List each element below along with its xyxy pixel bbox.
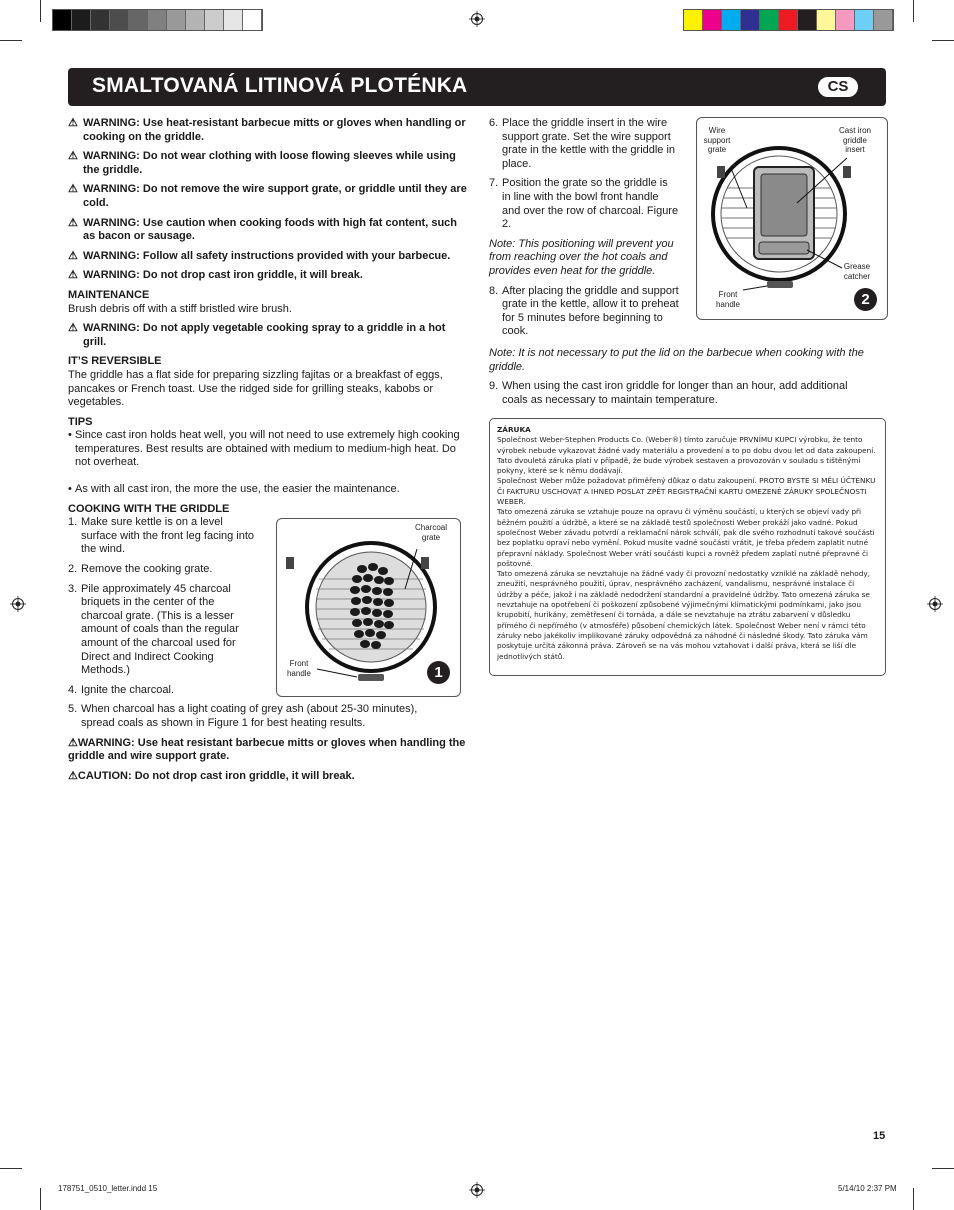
crop-mark <box>932 40 954 41</box>
label-front-handle: Front handle <box>715 290 741 309</box>
figure-2 <box>696 117 888 320</box>
color-swatch <box>722 10 741 30</box>
color-swatch <box>243 10 262 30</box>
warning-triangle-icon: ⚠ <box>68 117 78 129</box>
color-swatch <box>855 10 874 30</box>
color-swatch <box>224 10 243 30</box>
warning-triangle-icon: ⚠ <box>68 216 78 229</box>
step-item: 8. After placing the griddle and support grate in the kettle, allow it to preheat for 5 minutes before beginning to cook. <box>489 284 679 338</box>
language-badge: CS <box>816 75 860 99</box>
maintenance-heading: MAINTENANCE <box>68 288 150 301</box>
color-swatch <box>798 10 817 30</box>
warranty-title: ZÁRUKA <box>497 425 531 434</box>
warranty-paragraph: Tato omezená záruka se nevztahuje na žádné vady či provozní nedostatky vzniklé na základě nehody, zneužití, nesprávného použití, úprav, nesprávného zacházení, vandalismu, nesprávné instalace či údržby a péče, jakož i na základě nedodržení standardní a pravidelné údržby. Tato omezená záruka se nevztahuje na opotřebení či poškození způsobené výjimečnými klimatickými podmínkami, jako jsou krupobití, hurikány, zemětřesení či tornáda, a dále se nevztahuje na ztrátu zabarvení v důsledku přímého či nepřímého (v atmosféře) působení chemických látek. Společnost Weber není v rámci této záruky nebo jakékoliv implikované záruky odpovědná za náhodné či následné škody. Tato záruka vám poskytuje určitá zákonná práva. Zároveň se na vás mohou vztahovat i další práva, která se liší dle jednotlivých států. <box>497 569 871 661</box>
color-swatch <box>167 10 186 30</box>
note-text: Note: It is not necessary to put the lid on the barbecue when cooking with the griddle. <box>489 346 864 373</box>
warning-item: ⚠ WARNING: Use caution when cooking foods with high fat content, such as bacon or sausage. <box>68 216 457 243</box>
reversible-text: The griddle has a flat side for preparing sizzling fajitas or a breakfast of eggs, pancakes or French toast. Use the ridged side for grilling steaks, kabobs or vegetables. <box>68 368 443 409</box>
warranty-box <box>489 418 886 676</box>
figure-1 <box>276 518 461 697</box>
step-item: 2. Remove the cooking grate. <box>68 563 213 576</box>
step-item: 3. Pile approximately 45 charcoal briquets in the center of the charcoal grate. (This is a lesser amount of coals than the regular amount of the charcoal used for Direct and Indirect Cooking Methods.) <box>68 582 239 677</box>
reversible-heading: IT’S REVERSIBLE <box>68 355 162 368</box>
color-swatch <box>148 10 167 30</box>
warning-triangle-icon: ⚠ <box>68 769 78 782</box>
step-item: 5. When charcoal has a light coating of grey ash (about 25-30 minutes), spread coals as shown in Figure 1 for best heating results. <box>68 703 418 729</box>
warning-item: ⚠ WARNING: Use heat-resistant barbecue mitts or gloves when handling or cooking on the griddle. <box>68 117 466 143</box>
registration-mark-icon <box>469 11 485 27</box>
warning-triangle-icon: ⚠ <box>68 269 78 282</box>
warning-triangle-icon: ⚠ <box>68 736 78 749</box>
warning-item: ⚠ WARNING: Do not wear clothing with loose flowing sleeves while using the griddle. <box>68 150 456 176</box>
crop-mark <box>40 0 41 22</box>
process-color-bar <box>683 9 894 31</box>
warning-item: ⚠ WARNING: Do not remove the wire support grate, or griddle until they are cold. <box>68 183 467 209</box>
warranty-paragraph: Společnost Weber-Stephen Products Co. (Weber®) tímto zaručuje PRVNÍMU KUPCI výrobku, že tento výrobek nebude vykazovat žádné vady materiálu a provedení a to po dobu dvou let od data zakoupení. Tato dvouletá záruka platí v případě, že bude výrobek sestaven a provozován v souladu s tištěnými pokyny, které se k němu dodávají. <box>497 435 876 476</box>
color-swatch <box>205 10 224 30</box>
warning-triangle-icon: ⚠ <box>68 249 78 262</box>
maintenance-text: Brush debris off with a stiff bristled wire brush. <box>68 302 292 315</box>
caution-item: ⚠CAUTION: Do not drop cast iron griddle, it will break. <box>68 769 355 782</box>
warranty-paragraph: Společnost Weber může požadovat přiměřený důkaz o datu zakoupení. PROTO BYSTE SI MĚLI ÚČTENKU ČI FAKTURU USCHOVAT A IHNED POSLAT ZPĚT REGISTRAČNÍ KARTU OMEZENÉ ZÁRUKY SPOLEČNOSTI WEBER. <box>497 476 876 507</box>
cooking-steps <box>68 516 258 697</box>
registration-mark-icon <box>469 1182 485 1198</box>
warning-item: ⚠ WARNING: Do not apply vegetable cooking spray to a griddle in a hot grill. <box>68 322 446 348</box>
list-item: • Since cast iron holds heat well, you will not need to use extremely high cooking temperatures. Best results are obtained with medium to medium-high heat. Do not overheat. <box>68 429 460 469</box>
warranty-paragraph: Tato omezená záruka se vztahuje pouze na opravu či výměnu součástí, u kterých se objeví vady při běžném použití a údržbě, a které se na základě testů společnosti Weber prokáží jako vadné. Pokud společnost Weber závadu potvrdí a reklamační nárok schválí, pak dle svého rozhodnutí takové součásti bez poplatku opraví nebo vymění. Pokud musíte vadné součásti vrátit, je třeba předem zaplatit nutné přepravní náklady. Společnost Weber vrátí součásti kupci a rovněž předem zaplatí nutné přepravné či poštovné. <box>497 507 875 568</box>
footer-file-info: 178751_0510_letter.indd 15 <box>58 1184 158 1193</box>
color-swatch <box>779 10 798 30</box>
color-swatch <box>110 10 129 30</box>
label-front-handle: Front handle <box>286 659 312 678</box>
page-number: 15 <box>873 1130 886 1142</box>
color-swatch <box>91 10 110 30</box>
color-swatch <box>874 10 893 30</box>
color-swatch <box>817 10 836 30</box>
warning-item: ⚠WARNING: Use heat resistant barbecue mitts or gloves when handling the griddle and wire support grate. <box>68 736 466 763</box>
color-swatch <box>186 10 205 30</box>
list-item: • As with all cast iron, the more the use, the easier the maintenance. <box>68 483 400 496</box>
step-item: 7. Position the grate so the griddle is in line with the bowl front handle and over the row of charcoal. Figure 2. <box>489 177 679 231</box>
color-swatch <box>53 10 72 30</box>
warning-triangle-icon: ⚠ <box>68 322 78 335</box>
warning-item: ⚠ WARNING: Follow all safety instructions provided with your barbecue. <box>68 249 451 262</box>
crop-mark <box>932 1168 954 1169</box>
step-item: 9. When using the cast iron griddle for longer than an hour, add additional coals as necessary to maintain temperature. <box>489 380 848 406</box>
warning-item: ⚠ WARNING: Do not drop cast iron griddle, it will break. <box>68 269 363 282</box>
title-banner <box>68 68 886 106</box>
page-title: SMALTOVANÁ LITINOVÁ PLOTÉNKA <box>92 74 468 97</box>
crop-mark <box>0 1168 22 1169</box>
color-swatch <box>129 10 148 30</box>
color-swatch <box>703 10 722 30</box>
cooking-heading: COOKING WITH THE GRIDDLE <box>68 502 230 515</box>
color-swatch <box>684 10 703 30</box>
color-swatch <box>836 10 855 30</box>
color-swatch <box>72 10 91 30</box>
crop-mark <box>913 0 914 22</box>
label-charcoal-grate: Charcoal grate <box>414 523 447 542</box>
registration-mark-icon <box>927 596 943 612</box>
warning-triangle-icon: ⚠ <box>68 183 78 196</box>
warning-triangle-icon: ⚠ <box>68 150 78 163</box>
step-item: 6. Place the griddle insert in the wire support grate. Set the wire support grate in the kettle with the griddle in place. <box>489 117 676 170</box>
color-swatch <box>760 10 779 30</box>
tips-heading: TIPS <box>68 415 93 428</box>
crop-mark <box>913 1188 914 1210</box>
figure-number: 1 <box>427 661 450 684</box>
figure-number: 2 <box>854 288 877 311</box>
gray-color-bar <box>52 9 263 31</box>
label-cast-iron-griddle-insert: Cast iron griddle insert <box>838 126 871 154</box>
footer-timestamp: 5/14/10 2:37 PM <box>838 1184 897 1193</box>
crop-mark <box>0 40 22 41</box>
note-text: Note: This positioning will prevent you from reaching over the hot coals and provides even heat for the griddle. <box>489 237 674 277</box>
label-grease-catcher: Grease catcher <box>843 262 871 281</box>
step-item: 4. Ignite the charcoal. <box>68 683 174 696</box>
registration-mark-icon <box>10 596 26 612</box>
crop-mark <box>40 1188 41 1210</box>
step-item: 1. Make sure kettle is on a level surface with the front leg facing into the wind. <box>68 516 255 556</box>
color-swatch <box>741 10 760 30</box>
label-wire-support-grate: Wire support grate <box>703 126 731 154</box>
